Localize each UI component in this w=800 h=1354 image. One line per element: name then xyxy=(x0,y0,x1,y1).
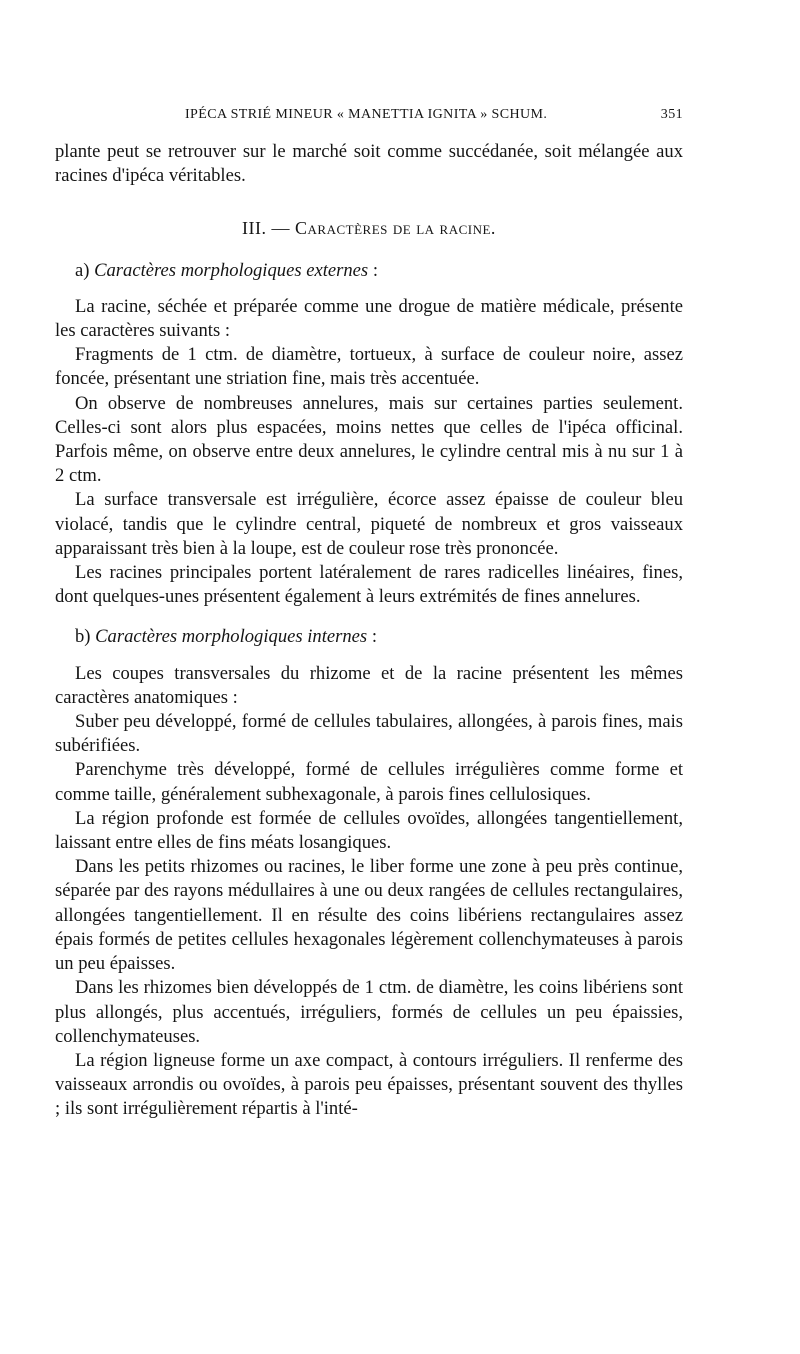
paragraph: On observe de nombreuses annelures, mais sur certaines parties seulement. Celles-ci sont alors plus espacées, moins nettes que celles de l'ipéca officinal. Parfois même, on observe entre deux annelures, le cylindre central mis à nu sur 1 à 2 ctm. xyxy=(55,392,683,487)
external-heading: Caractères morphologiques externes xyxy=(94,259,369,281)
page-number: 351 xyxy=(660,107,683,122)
section-title-text: Caractères de la racine. xyxy=(295,218,496,239)
section-dash: — xyxy=(271,218,291,239)
external-colon: : xyxy=(372,259,378,281)
paragraph: La surface transversale est irrégulière, écorce assez épaisse de couleur bleu violacé, tandis que le cylindre central, piqueté de nombreux et gros vaisseaux apparaissant très bien à la loupe, est de couleur rose très prononcée. xyxy=(55,489,683,559)
paragraph: La région ligneuse forme un axe compact, à contours irréguliers. Il renferme des vaisseaux arrondis ou ovoïdes, à parois peu épaisses, présentant souvent des thylles ; ils sont irrégulièrement répartis à l'inté- xyxy=(55,1049,683,1120)
paragraph: Dans les rhizomes bien développés de 1 ctm. de diamètre, les coins libériens sont plus allongés, plus accentués, irréguliers, formés de cellules un peu épaissies, collenchymateuses. xyxy=(55,977,683,1047)
section-number: III. xyxy=(242,218,267,239)
page-body xyxy=(55,140,683,1122)
paragraph: Les racines principales portent latéralement de rares radicelles linéaires, fines, dont quelques-unes présentent également à leurs extrémités de fines annelures. xyxy=(55,562,683,608)
internal-label: b) xyxy=(75,626,91,648)
running-header xyxy=(55,107,683,127)
running-title: IPÉCA STRIÉ MINEUR « MANETTIA IGNITA » SCHUM. xyxy=(185,107,548,122)
paragraph: La région profonde est formée de cellules ovoïdes, allongées tangentiellement, laissant entre elles de fins méats losangiques. xyxy=(55,807,683,854)
paragraph: Suber peu développé, formé de cellules tabulaires, allongées, à parois fines, mais subérifiées. xyxy=(55,711,683,757)
paragraph: La racine, séchée et préparée comme une drogue de matière médicale, présente les caractères suivants : xyxy=(55,295,683,342)
paragraph: Fragments de 1 ctm. de diamètre, tortueux, à surface de couleur noire, assez foncée, présentant une striation fine, mais très accentuée. xyxy=(55,344,683,390)
external-label: a) xyxy=(75,259,90,281)
paragraph: Les coupes transversales du rhizome et de la racine présentent les mêmes caractères anatomiques : xyxy=(55,662,683,708)
opening-paragraph: plante peut se retrouver sur le marché soit comme succédanée, soit mélangée aux racines d'ipéca véritables. xyxy=(55,141,683,187)
section-title xyxy=(55,216,683,240)
internal-heading: Caractères morphologiques internes xyxy=(95,626,368,648)
paragraph: Parenchyme très développé, formé de cellules irrégulières comme forme et comme taille, généralement subhexagonale, à parois fines cellulosiques. xyxy=(55,759,683,805)
internal-colon: : xyxy=(371,626,377,648)
external-subheading xyxy=(75,259,683,283)
internal-subheading xyxy=(75,625,683,649)
paragraph: Dans les petits rhizomes ou racines, le liber forme une zone à peu près continue, séparée par des rayons médullaires à une ou deux rangées de cellules rectangulaires, allongées tangentiellement. Il en résulte des coins libériens rectangulaires assez épais formés de petites cellules hexagonales légèrement collenchymateuses à parois un peu épaisses. xyxy=(55,856,683,975)
